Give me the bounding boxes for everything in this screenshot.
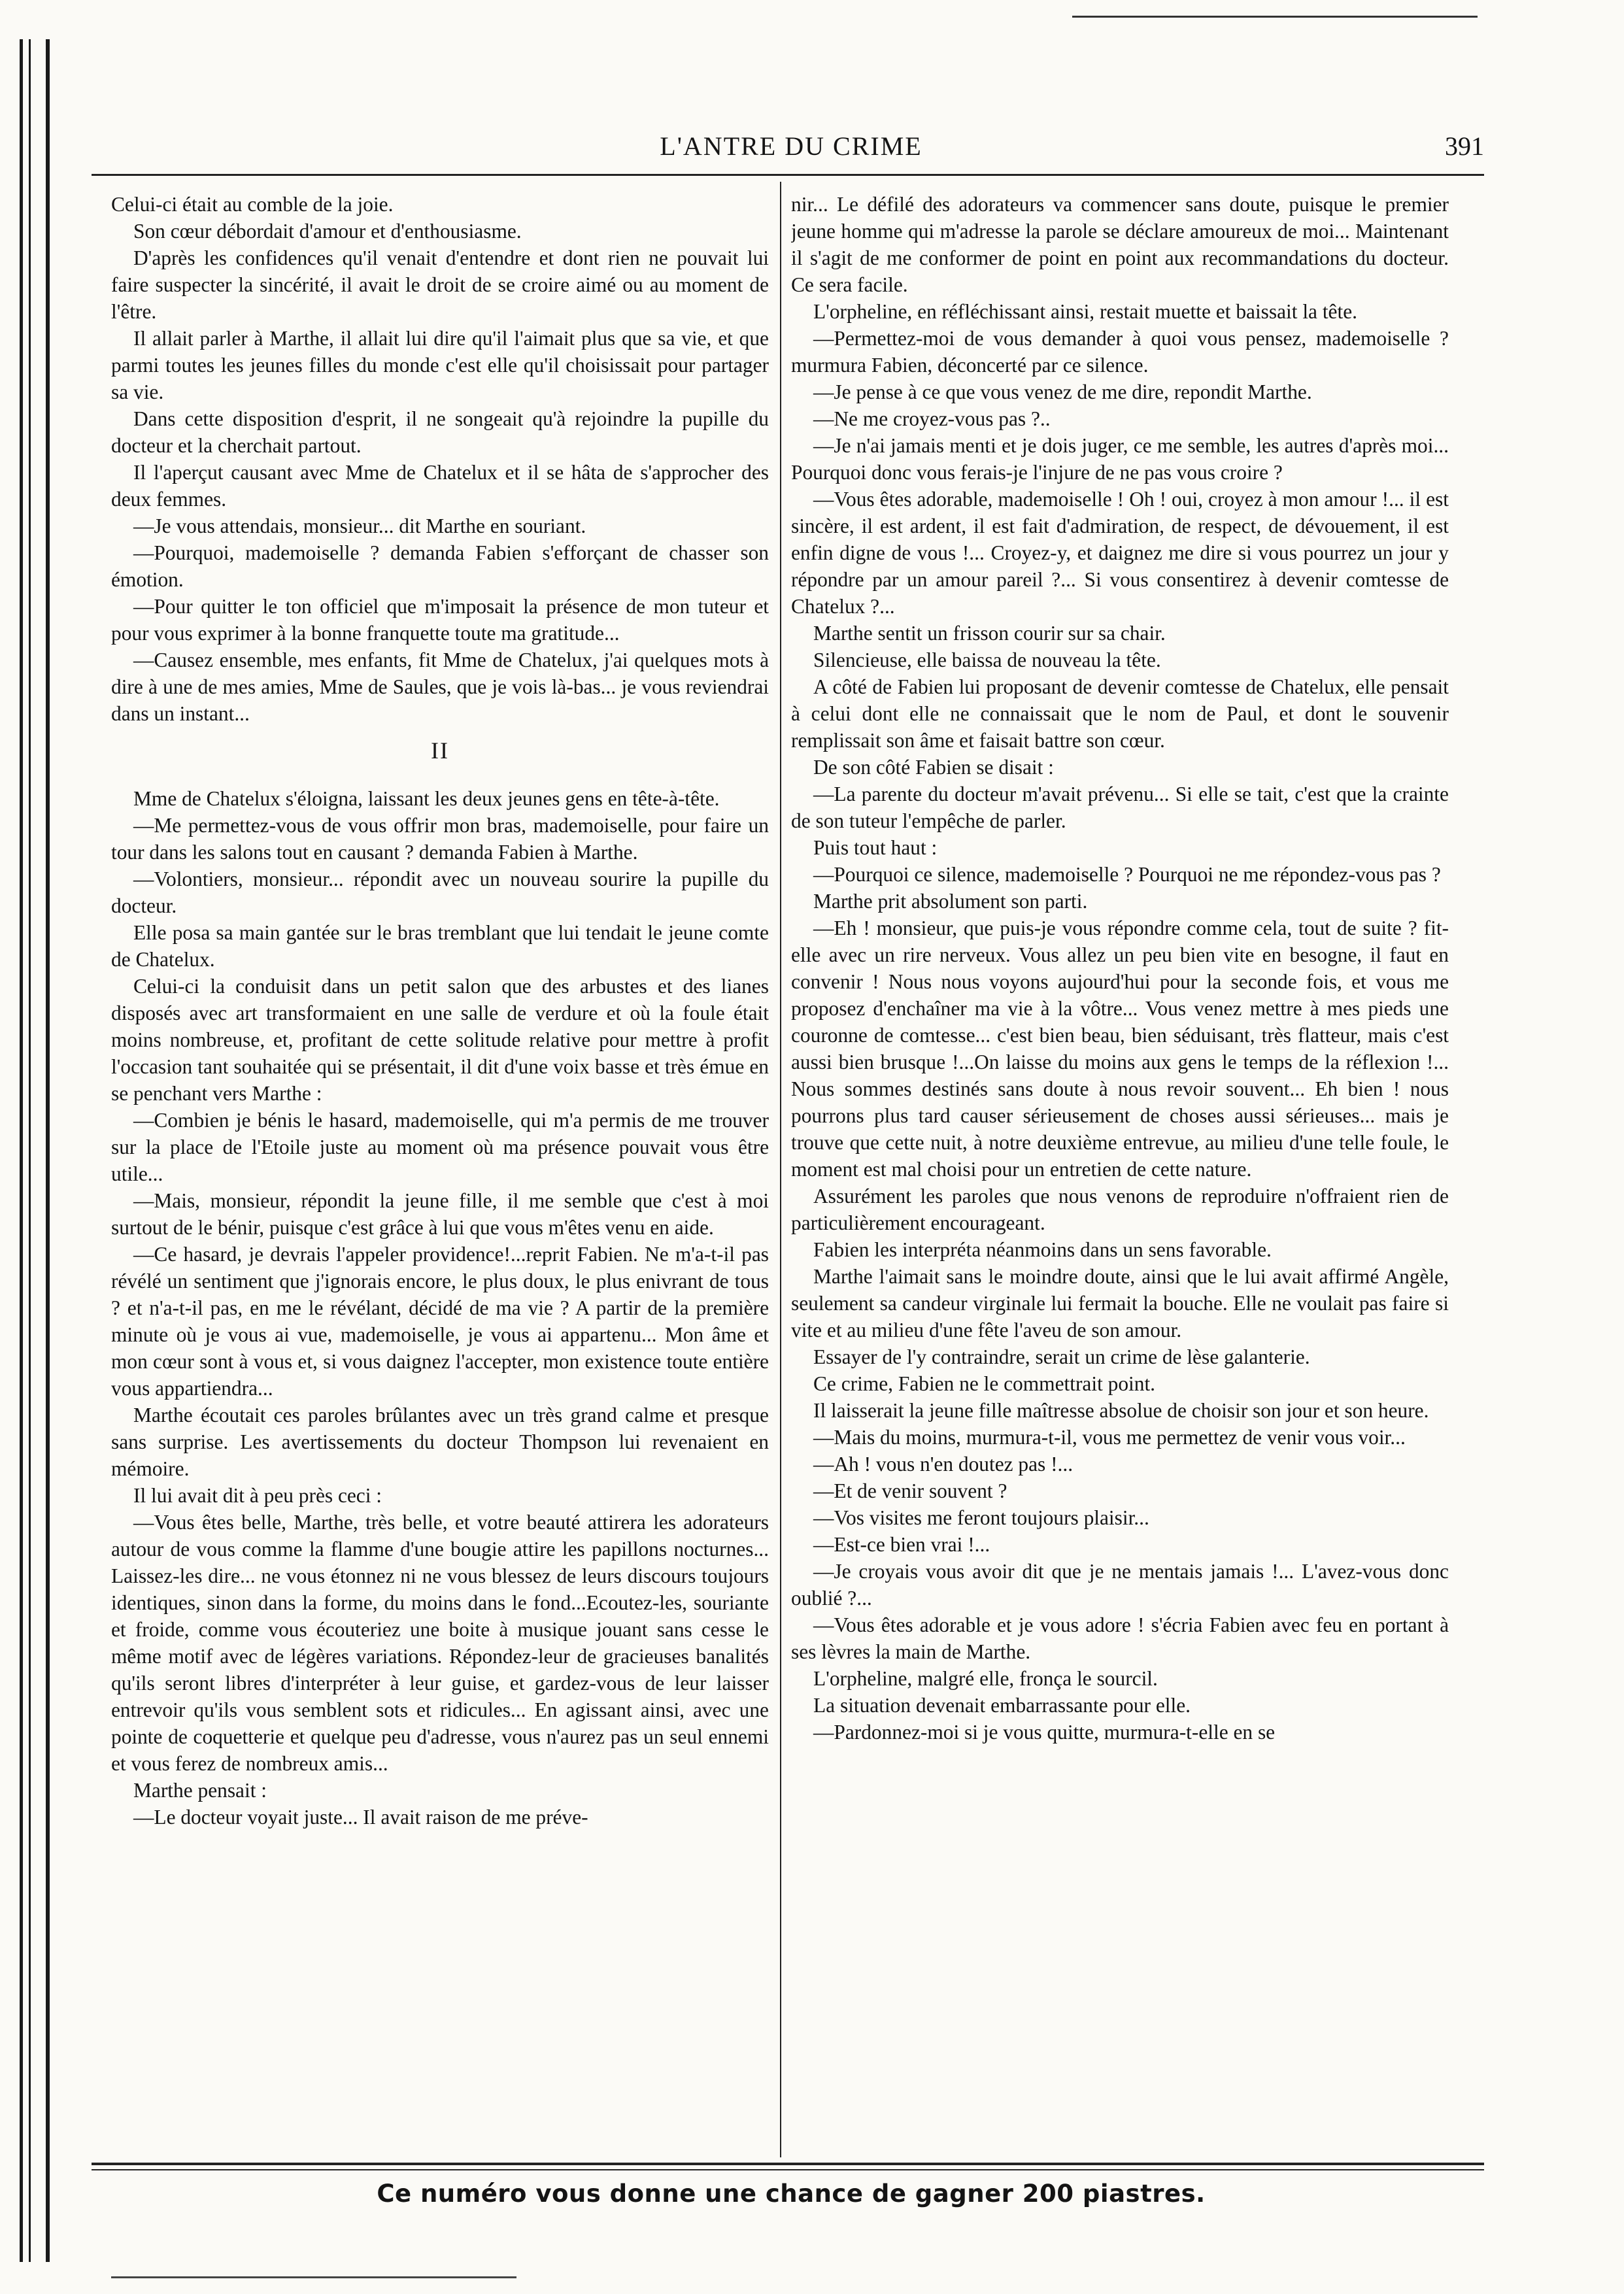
paragraph: La situation devenait embarrassante pour elle. [813,1694,1191,1717]
paragraph: —Pour quitter le ton officiel que m'imposait la présence de mon tuteur et pour vous exprimer à la bonne franquette toute ma gratitude... [111,595,769,645]
paragraph: Mme de Chatelux s'éloigna, laissant les deux jeunes gens en tête-à-tête. [133,787,720,810]
right-column [791,191,1449,2146]
paragraph: —Me permettez-vous de vous offrir mon bras, mademoiselle, pour faire un tour dans les salons tout en causant ? demanda Fabien à Marthe. [111,814,769,864]
paragraph: —Vos visites me feront toujours plaisir... [813,1506,1149,1529]
paragraph: Fabien les interpréta néanmoins dans un sens favorable. [813,1238,1272,1261]
paragraph: Dans cette disposition d'esprit, il ne songeait qu'à rejoindre la pupille du docteur et la cherchait partout. [111,407,769,457]
paragraph: —Pourquoi ce silence, mademoiselle ? Pourquoi ne me répondez-vous pas ? [813,863,1441,886]
paragraph: —Et de venir souvent ? [813,1479,1007,1502]
paragraph: —Le docteur voyait juste... Il avait raison de me préve- [133,1806,588,1829]
paragraph: Elle posa sa main gantée sur le bras tremblant que lui tendait le jeune comte de Chatelux. [111,921,769,971]
paragraph: —Pourquoi, mademoiselle ? demanda Fabien s'efforçant de chasser son émotion. [111,541,769,591]
footer-rule [92,2163,1484,2165]
paragraph: Il laisserait la jeune fille maîtresse absolue de choisir son jour et son heure. [813,1399,1429,1422]
paragraph: Essayer de l'y contraindre, serait un crime de lèse galanterie. [813,1345,1310,1368]
paragraph: —Eh ! monsieur, que puis-je vous répondre comme cela, tout de suite ? fit-elle avec un rire nerveux. Vous allez un peu bien vite en besogne, il faut en convenir ! Nous nous voyons aujourd'hui pour la seconde fois, et vous me proposez d'enchaîner ma vie à la vôtre... Vous venez mettre à mes pieds une couronne de comtesse... c'est bien beau, bien séduisant, très flatteur, mais c'est aussi bien brusque !...On laisse du moins aux gens le temps de la réflexion !... Nous sommes destinés sans doute à nous revoir souvent... Eh bien ! nous pourrons plus tard causer sérieusement de choses aussi sérieuses... mais je trouve que cette nuit, à notre deuxième entrevue, au milieu d'une telle foule, le moment est mal choisi pour un entretien de cette nature. [791,917,1449,1181]
paragraph: Marthe prit absolument son parti. [813,890,1088,913]
header-rule [92,174,1484,176]
paragraph: —Vous êtes adorable, mademoiselle ! Oh ! oui, croyez à mon amour !... il est sincère, il est ardent, il est fait d'admiration, de respect, de dévouement, il est enfin digne de vous !... Croyez-y, et daignez me dire si vous pourrez un jour y répondre par un amour pareil ?... Si vous consentirez à devenir comtesse de Chatelux ?... [791,488,1449,618]
page-header [98,131,1484,167]
paragraph: —Mais du moins, murmura-t-il, vous me permettez de venir vous voir... [813,1426,1406,1449]
paragraph: Il l'aperçut causant avec Mme de Chatelux et il se hâta de s'approcher des deux femmes. [111,461,769,511]
paragraph: —Est-ce bien vrai !... [813,1533,990,1556]
paragraph: L'orpheline, malgré elle, fronça le sourcil. [813,1667,1158,1690]
paragraph: —Combien je bénis le hasard, mademoiselle, qui m'a permis de me trouver sur la place de l'Etoile juste au moment où ma présence pouvait vous être utile... [111,1109,769,1185]
paragraph: —Je croyais vous avoir dit que je ne mentais jamais !... L'avez-vous donc oublié ?... [791,1560,1449,1610]
paragraph: Son cœur débordait d'amour et d'enthousiasme. [133,220,522,243]
paragraph: —Ce hasard, je devrais l'appeler providence!...reprit Fabien. Ne m'a-t-il pas révélé un sentiment que j'ignorais encore, le plus doux, le plus enivrant de tous ? et n'a-t-il pas, en me le révélant, décidé de ma vie ? A partir de la première minute où je vous ai vue, mademoiselle, je vous ai appartenu... Mon âme et mon cœur sont à vous et, si vous daignez l'accepter, mon existence toute entière vous appartiendra... [111,1243,769,1400]
section-heading: II [431,737,449,764]
paragraph: D'après les confidences qu'il venait d'entendre et dont rien ne pouvait lui faire suspecter la sincérité, il avait le droit de se croire aimé ou au moment de l'être. [111,246,769,323]
top-rule [1072,16,1478,18]
bottom-rule [111,2276,516,2278]
paragraph: Marthe sentit un frisson courir sur sa chair. [813,622,1166,645]
paragraph: Marthe l'aimait sans le moindre doute, ainsi que le lui avait affirmé Angèle, seulement sa candeur virginale lui fermait la bouche. Elle ne voulait pas faire si vite et au milieu d'une fête l'aveu de son amour. [791,1265,1449,1341]
paragraph: —Pardonnez-moi si je vous quitte, murmura-t-elle en se [813,1721,1276,1744]
binding-edge [14,39,60,2262]
paragraph: De son côté Fabien se disait : [813,756,1054,779]
paragraph: —Mais, monsieur, répondit la jeune fille, il me semble que c'est à moi surtout de le bénir, puisque c'est grâce à lui que vous m'êtes venu en aide. [111,1189,769,1239]
paragraph: Marthe écoutait ces paroles brûlantes avec un très grand calme et presque sans surprise. Les avertissements du docteur Thompson lui revenaient en mémoire. [111,1404,769,1480]
paragraph: —Je pense à ce que vous venez de me dire, repondit Marthe. [813,380,1312,403]
paragraph: nir... Le défilé des adorateurs va commencer sans doute, puisque le premier jeune homme qui m'adresse la parole se déclare amoureux de moi... Maintenant il s'agit de me conformer de point en point aux recommandations du docteur. Ce sera facile. [791,193,1449,296]
paragraph: —La parente du docteur m'avait prévenu... Si elle se tait, c'est que la crainte de son tuteur l'empêche de parler. [791,783,1449,832]
paragraph: Puis tout haut : [813,836,938,859]
footer-rule-thin [92,2169,1484,2170]
left-column [111,191,769,2146]
paragraph: A côté de Fabien lui proposant de devenir comtesse de Chatelux, elle pensait à celui dont elle ne connaissait que le nom de Paul, et dont le souvenir remplissait son âme et faisait battre son cœur. [791,675,1449,752]
paragraph: —Vous êtes belle, Marthe, très belle, et votre beauté attirera les adorateurs autour de vous comme la flamme d'une bougie attire les papillons nocturnes... Laissez-les dire... ne vous étonnez ni ne vous blessez de leurs discours toujours identiques, sinon dans la forme, du moins dans le fond...Ecoutez-les, souriante et froide, comme vous écouteriez une boite à musique jouant sans cesse le même motif avec de légères variations. Répondez-leur de gracieuses banalités qu'ils seront libres d'interpréter à leur guise, et gardez-vous de leur laisser entrevoir qu'ils vous semblent sots et ridicules... En agissant ainsi, avec une pointe de coquetterie et quelque peu d'adresse, vous n'aurez pas un seul ennemi et vous ferez de nombreux amis... [111,1511,769,1775]
running-title: L'ANTRE DU CRIME [660,131,922,161]
paragraph: —Ne me croyez-vous pas ?.. [813,407,1051,430]
paragraph: Celui-ci était au comble de la joie. [111,193,394,216]
paragraph: —Volontiers, monsieur... répondit avec un nouveau sourire la pupille du docteur. [111,868,769,917]
footer-notice: Ce numéro vous donne une chance de gagner 200 piastres. [377,2180,1206,2208]
paragraph: —Je n'ai jamais menti et je dois juger, ce me semble, les autres d'après moi... Pourquoi donc vous ferais-je l'injure de ne pas vous croire ? [791,434,1449,484]
paragraph: —Vous êtes adorable et je vous adore ! s'écria Fabien avec feu en portant à ses lèvres la main de Marthe. [791,1613,1449,1663]
paragraph: Il lui avait dit à peu près ceci : [133,1484,382,1507]
paragraph: —Je vous attendais, monsieur... dit Marthe en souriant. [133,514,586,537]
paragraph: L'orpheline, en réfléchissant ainsi, restait muette et baissait la tête. [813,300,1357,323]
paragraph: —Causez ensemble, mes enfants, fit Mme de Chatelux, j'ai quelques mots à dire à une de mes amies, Mme de Saules, que je vois là-bas... je vous reviendrai dans un instant... [111,649,769,725]
paragraph: Assurément les paroles que nous venons de reproduire n'offraient rien de particulièrement encourageant. [791,1185,1449,1234]
paragraph: Marthe pensait : [133,1779,267,1802]
page-number: 391 [1445,131,1484,161]
paragraph: —Permettez-moi de vous demander à quoi vous pensez, mademoiselle ? murmura Fabien, déconcerté par ce silence. [791,327,1449,377]
paragraph: Il allait parler à Marthe, il allait lui dire qu'il l'aimait plus que sa vie, et que parmi toutes les jeunes filles du monde c'est elle qu'il choisissait pour partager sa vie. [111,327,769,403]
paragraph: —Ah ! vous n'en doutez pas !... [813,1453,1074,1476]
paragraph: Ce crime, Fabien ne le commettrait point. [813,1372,1156,1395]
paragraph: Celui-ci la conduisit dans un petit salon que des arbustes et des lianes disposés avec art transformaient en une salle de verdure et où la foule était moins nombreuse, et, profitant de cette solitude relative pour mettre à profit l'occasion tant souhaitée qui se présentait, il dit d'une voix basse et très émue en se penchant vers Marthe : [111,975,769,1105]
column-divider [780,182,781,2157]
paragraph: Silencieuse, elle baissa de nouveau la tête. [813,649,1161,671]
